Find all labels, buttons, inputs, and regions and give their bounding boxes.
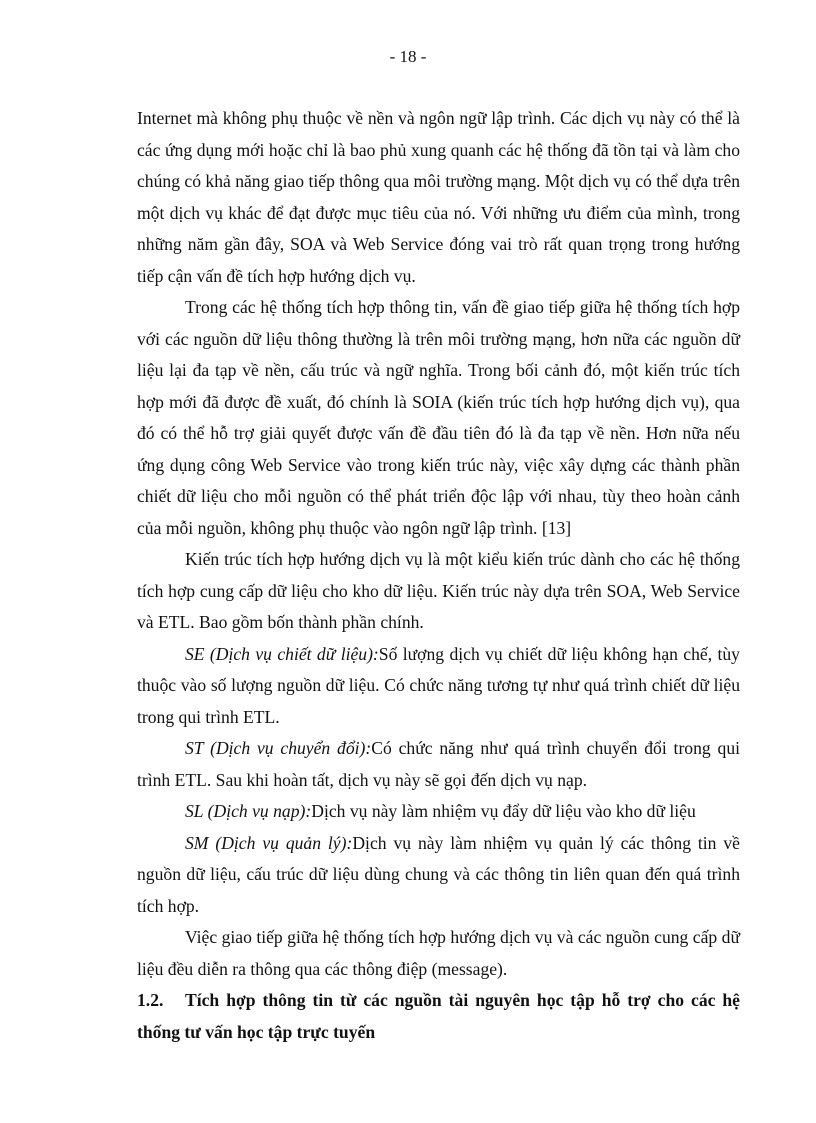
component-sl [137,796,740,828]
paragraph-integration-context: Trong các hệ thống tích hợp thông tin, vấn đề giao tiếp giữa hệ thống tích hợp với các nguồn dữ liệu thông thường là trên môi trường mạng, hơn nữa các nguồn dữ liệu lại đa tạp về nền, cấu trúc và ngữ nghĩa. Trong bối cảnh đó, một kiến trúc tích hợp mới đã được đề xuất, đó chính là SOIA (kiến trúc tích hợp hướng dịch vụ), qua đó có thể hỗ trợ giải quyết được vấn đề đầu tiên đó là đa tạp về nền. Hơn nữa nếu ứng dụng công Web Service vào trong kiến trúc này, việc xây dựng các thành phần chiết dữ liệu cho mỗi nguồn có thể phát triển độc lập với nhau, tùy theo hoàn cảnh của mỗi nguồn, không phụ thuộc vào ngôn ngữ lập trình. [13] [137,297,740,538]
component-sm-desc: Dịch vụ này làm nhiệm vụ quản lý các thông tin về nguồn dữ liệu, cấu trúc dữ liệu dùng chung và các thông tin liên quan đến quá trình tích hợp. [137,832,740,916]
component-sl-term: SL (Dịch vụ nạp): [185,801,312,821]
component-sl-desc: Dịch vụ này làm nhiệm vụ đẩy dữ liệu vào kho dữ liệu [311,801,696,821]
component-st-term: ST (Dịch vụ chuyển đổi): [185,738,372,758]
section-number: 1.2. [137,990,164,1010]
component-sm-term: SM (Dịch vụ quản lý): [185,832,353,853]
paragraph-intro: Internet mà không phụ thuộc về nền và ngôn ngữ lập trình. Các dịch vụ này có thể là các ứng dụng mới hoặc chỉ là bao phủ xung quanh các hệ thống đã tồn tại và làm cho chúng có khả năng giao tiếp thông qua môi trường mạng. Một dịch vụ có thể dựa trên một dịch vụ khác để đạt được mục tiêu của nó. Với những ưu điểm của mình, trong những năm gần đây, SOA và Web Service đóng vai trò rất quan trọng trong hướng tiếp cận vấn đề tích hợp hướng dịch vụ. [137,108,740,286]
component-se [137,639,740,734]
document-body [137,103,740,1048]
component-sm [137,828,740,923]
component-se-desc: Số lượng dịch vụ chiết dữ liệu không hạn chế, tùy thuộc vào số lượng nguồn dữ liệu. Có chức năng tương tự như quá trình chiết dữ liệu trong qui trình ETL. [137,643,740,727]
component-st [137,733,740,796]
section-title: Tích hợp thông tin từ các nguồn tài nguyên học tập hỗ trợ cho các hệ thống tư vấn học tập trực tuyến [137,990,740,1042]
component-se-term: SE (Dịch vụ chiết dữ liệu): [185,643,379,664]
section-heading [137,985,740,1048]
page-number: - 18 - [389,47,427,66]
component-st-desc: Có chức năng như quá trình chuyển đổi trong qui trình ETL. Sau khi hoàn tất, dịch vụ này sẽ gọi đến dịch vụ nạp. [137,738,741,790]
paragraph-architecture-overview: Kiến trúc tích hợp hướng dịch vụ là một kiểu kiến trúc dành cho các hệ thống tích hợp cung cấp dữ liệu cho kho dữ liệu. Kiến trúc này dựa trên SOA, Web Service và ETL. Bao gồm bốn thành phần chính. [137,549,740,632]
paragraph-closing: Việc giao tiếp giữa hệ thống tích hợp hướng dịch vụ và các nguồn cung cấp dữ liệu đều diễn ra thông qua các thông điệp (message). [137,927,740,979]
